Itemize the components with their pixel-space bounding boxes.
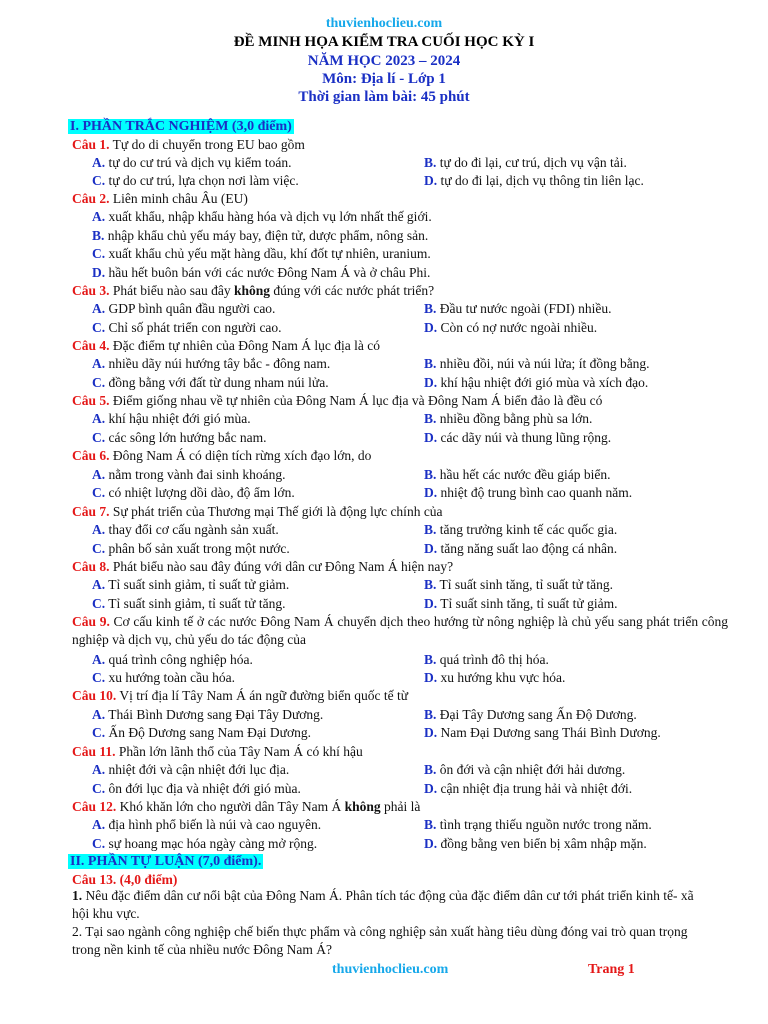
q11-option-c[interactable]: C. ôn đới lục địa và nhiệt đới gió mùa. — [92, 781, 301, 796]
q1-option-b[interactable]: B. tự do đi lại, cư trú, dịch vụ vận tải. — [424, 155, 627, 170]
q6-option-b[interactable]: B. hầu hết các nước đều giáp biển. — [424, 467, 611, 482]
essay-item-2: 2. Tại sao ngành công nghiệp chế biến thực phẩm và công nghiệp sản xuất hàng tiêu dùng đóng vai trò quan trọng trong nền kinh tế của nhiều nước Đông Nam Á? — [72, 924, 688, 957]
q8-option-c[interactable]: C. Tỉ suất sinh giảm, tỉ suất tử tăng. — [92, 596, 286, 611]
q1-option-a[interactable]: A. tự do cư trú và dịch vụ kiểm toán. — [92, 155, 292, 170]
question-12: Câu 12. Khó khăn lớn cho người dân Tây Nam Á không phải là — [72, 799, 421, 814]
essay-item-1: 1. Nêu đặc điểm dân cư nổi bật của Đông Nam Á. Phân tích tác động của đặc điểm dân cư tới phát triển kinh tế- xã hội khu vực. — [72, 888, 694, 921]
q9-option-a[interactable]: A. quá trình công nghiệp hóa. — [92, 652, 253, 667]
q6-option-a[interactable]: A. nằm trong vành đai sinh khoáng. — [92, 467, 286, 482]
question-13: Câu 13. (4,0 điểm) — [72, 872, 178, 887]
q10-option-a[interactable]: A. Thái Bình Dương sang Đại Tây Dương. — [92, 707, 324, 722]
q7-option-a[interactable]: A. thay đổi cơ cấu ngành sản xuất. — [92, 522, 279, 537]
question-3: Câu 3. Phát biểu nào sau đây không đúng với các nước phát triển? — [72, 283, 435, 298]
question-10: Câu 10. Vị trí địa lí Tây Nam Á án ngữ đường biển quốc tế từ — [72, 688, 409, 703]
q9-option-b[interactable]: B. quá trình đô thị hóa. — [424, 652, 549, 667]
q4-option-d[interactable]: D. khí hậu nhiệt đới gió mùa và xích đạo. — [424, 375, 649, 390]
q10-option-d[interactable]: D. Nam Đại Dương sang Thái Bình Dương. — [424, 725, 661, 740]
q2-option-b[interactable]: B. nhập khẩu chủ yếu máy bay, điện tử, dược phẩm, nông sản. — [92, 228, 429, 243]
q5-option-b[interactable]: B. nhiều đồng bằng phù sa lớn. — [424, 411, 593, 426]
q7-option-d[interactable]: D. tăng năng suất lao động cá nhân. — [424, 541, 618, 556]
q2-option-a[interactable]: A. xuất khẩu, nhập khẩu hàng hóa và dịch vụ lớn nhất thế giới. — [92, 209, 432, 224]
q5-option-c[interactable]: C. các sông lớn hướng bắc nam. — [92, 430, 267, 445]
question-6: Câu 6. Đông Nam Á có diện tích rừng xích đạo lớn, do — [72, 448, 372, 463]
school-year: NĂM HỌC 2023 – 2024 — [307, 53, 461, 69]
question-4: Câu 4. Đặc điểm tự nhiên của Đông Nam Á lục địa là có — [72, 338, 380, 353]
q8-option-b[interactable]: B. Tỉ suất sinh tăng, tỉ suất tử tăng. — [424, 577, 613, 592]
q7-option-c[interactable]: C. phân bố sản xuất trong một nước. — [92, 541, 290, 556]
page-number: Trang 1 — [588, 962, 635, 977]
time-line: Thời gian làm bài: 45 phút — [298, 89, 470, 105]
q12-option-c[interactable]: C. sự hoang mạc hóa ngày càng mở rộng. — [92, 836, 318, 851]
question-9: Câu 9. Cơ cấu kinh tế ở các nước Đông Nam Á chuyển dịch theo hướng từ nông nghiệp là chủ yếu sang phát triển công nghiệp và dịch vụ, chủ yếu do tác động của — [72, 614, 729, 647]
q7-option-b[interactable]: B. tăng trưởng kinh tế các quốc gia. — [424, 522, 618, 537]
question-5: Câu 5. Điểm giống nhau về tự nhiên của Đông Nam Á lục địa và Đông Nam Á biển đảo là đều có — [72, 393, 603, 408]
question-8: Câu 8. Phát biểu nào sau đây đúng với dân cư Đông Nam Á hiện nay? — [72, 559, 454, 574]
site-header[interactable]: thuvienhoclieu.com — [325, 16, 443, 31]
q11-option-d[interactable]: D. cận nhiệt địa trung hải và nhiệt đới. — [424, 781, 633, 796]
exam-title: ĐỀ MINH HỌA KIỂM TRA CUỐI HỌC KỲ I — [233, 34, 535, 50]
part2-heading: II. PHẦN TỰ LUẬN (7,0 điểm). — [70, 854, 262, 869]
question-2: Câu 2. Liên minh châu Âu (EU) — [72, 191, 248, 206]
q5-option-d[interactable]: D. các dãy núi và thung lũng rộng. — [424, 430, 612, 445]
q4-option-a[interactable]: A. nhiều dãy núi hướng tây bắc - đông nam. — [92, 356, 331, 371]
q4-option-c[interactable]: C. đồng bằng với đất từ dung nham núi lửa. — [92, 375, 329, 390]
q12-option-d[interactable]: D. đồng bằng ven biển bị xâm nhập mặn. — [424, 836, 647, 851]
question-7: Câu 7. Sự phát triển của Thương mại Thế giới là động lực chính của — [72, 504, 443, 519]
q12-option-b[interactable]: B. tình trạng thiếu nguồn nước trong năm. — [424, 817, 652, 832]
q5-option-a[interactable]: A. khí hậu nhiệt đới gió mùa. — [92, 411, 251, 426]
q3-option-c[interactable]: C. Chỉ số phát triển con người cao. — [92, 320, 282, 335]
q10-option-c[interactable]: C. Ấn Độ Dương sang Nam Đại Dương. — [92, 725, 312, 740]
q3-option-a[interactable]: A. GDP bình quân đầu người cao. — [92, 301, 276, 316]
q3-option-d[interactable]: D. Còn có nợ nước ngoài nhiều. — [424, 320, 598, 335]
q1-option-c[interactable]: C. tự do cư trú, lựa chọn nơi làm việc. — [92, 173, 299, 188]
q8-option-d[interactable]: D. Tỉ suất sinh tăng, tỉ suất tử giảm. — [424, 596, 618, 611]
q12-option-a[interactable]: A. địa hình phổ biến là núi và cao nguyên. — [92, 817, 322, 832]
q8-option-a[interactable]: A. Tỉ suất sinh giảm, tỉ suất tử giảm. — [92, 577, 290, 592]
q4-option-b[interactable]: B. nhiều đồi, núi và núi lửa; ít đồng bằng. — [424, 356, 650, 371]
q1-option-d[interactable]: D. tự do đi lại, dịch vụ thông tin liên lạc. — [424, 173, 644, 188]
q10-option-b[interactable]: B. Đại Tây Dương sang Ấn Độ Dương. — [424, 707, 637, 722]
question-1: Câu 1. Tự do di chuyển trong EU bao gồm — [72, 137, 305, 152]
footer-site-link[interactable]: thuvienhoclieu.com — [332, 962, 449, 977]
q2-option-c[interactable]: C. xuất khẩu chủ yếu mặt hàng dầu, khí đốt tự nhiên, uranium. — [92, 246, 431, 261]
q6-option-c[interactable]: C. có nhiệt lượng dồi dào, độ ẩm lớn. — [92, 485, 295, 500]
q9-option-c[interactable]: C. xu hướng toàn cầu hóa. — [92, 670, 236, 685]
q9-option-d[interactable]: D. xu hướng khu vực hóa. — [424, 670, 566, 685]
q6-option-d[interactable]: D. nhiệt độ trung bình cao quanh năm. — [424, 485, 633, 500]
q2-option-d[interactable]: D. hầu hết buôn bán với các nước Đông Nam Á và ở châu Phi. — [92, 265, 431, 280]
q11-option-a[interactable]: A. nhiệt đới và cận nhiệt đới lục địa. — [92, 762, 290, 777]
q3-option-b[interactable]: B. Đầu tư nước ngoài (FDI) nhiều. — [424, 301, 612, 316]
part1-heading: I. PHẦN TRẮC NGHIỆM (3,0 điểm) — [70, 119, 292, 134]
subject-line: Môn: Địa lí - Lớp 1 — [322, 71, 446, 87]
question-11: Câu 11. Phần lớn lãnh thổ của Tây Nam Á có khí hậu — [72, 744, 363, 759]
q11-option-b[interactable]: B. ôn đới và cận nhiệt đới hải dương. — [424, 762, 626, 777]
